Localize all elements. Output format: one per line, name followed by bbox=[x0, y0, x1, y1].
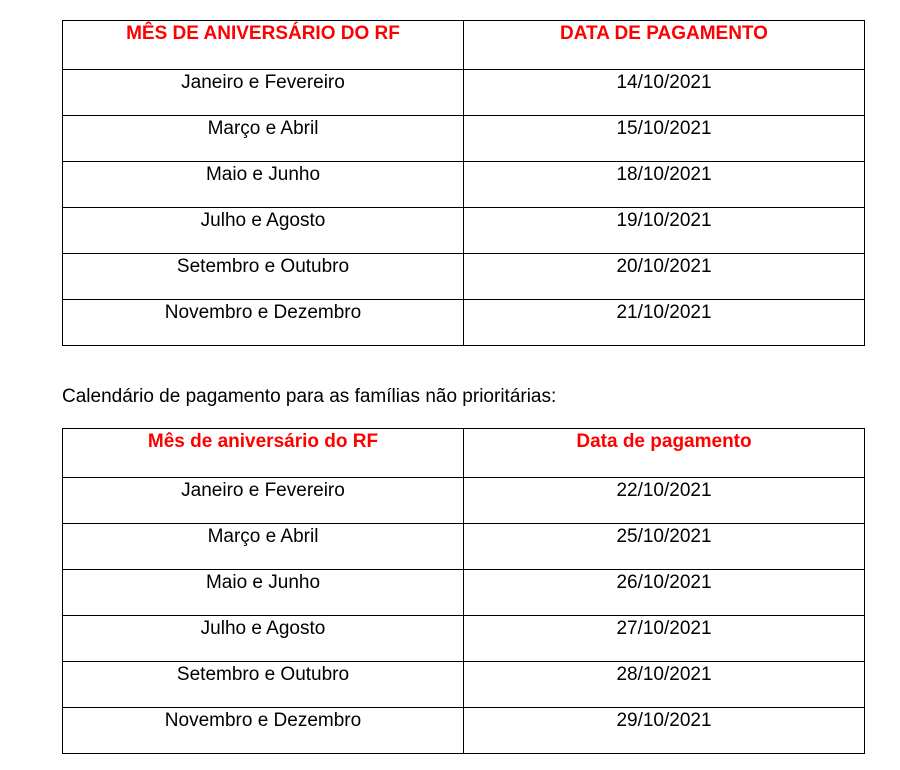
table-row bbox=[63, 70, 865, 116]
birth-month-cell: Março e Abril bbox=[63, 116, 464, 162]
payment-date-cell: 29/10/2021 bbox=[464, 708, 865, 754]
birth-month-cell: Março e Abril bbox=[63, 524, 464, 570]
column-header-birth-month: MÊS DE ANIVERSÁRIO DO RF bbox=[63, 21, 464, 70]
table-row bbox=[63, 662, 865, 708]
table-row bbox=[63, 254, 865, 300]
payment-date-cell: 27/10/2021 bbox=[464, 616, 865, 662]
table-row bbox=[63, 616, 865, 662]
payment-date-cell: 14/10/2021 bbox=[464, 70, 865, 116]
payment-date-cell: 15/10/2021 bbox=[464, 116, 865, 162]
birth-month-cell: Janeiro e Fevereiro bbox=[63, 70, 464, 116]
table-row bbox=[63, 162, 865, 208]
priority-payment-table bbox=[62, 20, 865, 346]
birth-month-cell: Janeiro e Fevereiro bbox=[63, 478, 464, 524]
column-header-payment-date: DATA DE PAGAMENTO bbox=[464, 21, 865, 70]
table-row bbox=[63, 300, 865, 346]
non-priority-caption: Calendário de pagamento para as famílias não prioritárias: bbox=[62, 386, 557, 407]
non-priority-payment-table bbox=[62, 428, 865, 754]
table-row bbox=[63, 116, 865, 162]
table-row bbox=[63, 524, 865, 570]
birth-month-cell: Maio e Junho bbox=[63, 570, 464, 616]
table-row bbox=[63, 570, 865, 616]
payment-date-cell: 25/10/2021 bbox=[464, 524, 865, 570]
table-header-row bbox=[63, 21, 865, 70]
payment-date-cell: 19/10/2021 bbox=[464, 208, 865, 254]
birth-month-cell: Novembro e Dezembro bbox=[63, 708, 464, 754]
payment-date-cell: 20/10/2021 bbox=[464, 254, 865, 300]
table-header-row bbox=[63, 429, 865, 478]
payment-date-cell: 26/10/2021 bbox=[464, 570, 865, 616]
table-row bbox=[63, 708, 865, 754]
birth-month-cell: Novembro e Dezembro bbox=[63, 300, 464, 346]
payment-date-cell: 22/10/2021 bbox=[464, 478, 865, 524]
column-header-birth-month: Mês de aniversário do RF bbox=[63, 429, 464, 478]
birth-month-cell: Maio e Junho bbox=[63, 162, 464, 208]
birth-month-cell: Setembro e Outubro bbox=[63, 662, 464, 708]
birth-month-cell: Setembro e Outubro bbox=[63, 254, 464, 300]
column-header-payment-date: Data de pagamento bbox=[464, 429, 865, 478]
payment-date-cell: 28/10/2021 bbox=[464, 662, 865, 708]
birth-month-cell: Julho e Agosto bbox=[63, 208, 464, 254]
table-row bbox=[63, 478, 865, 524]
payment-date-cell: 21/10/2021 bbox=[464, 300, 865, 346]
birth-month-cell: Julho e Agosto bbox=[63, 616, 464, 662]
payment-date-cell: 18/10/2021 bbox=[464, 162, 865, 208]
table-row bbox=[63, 208, 865, 254]
